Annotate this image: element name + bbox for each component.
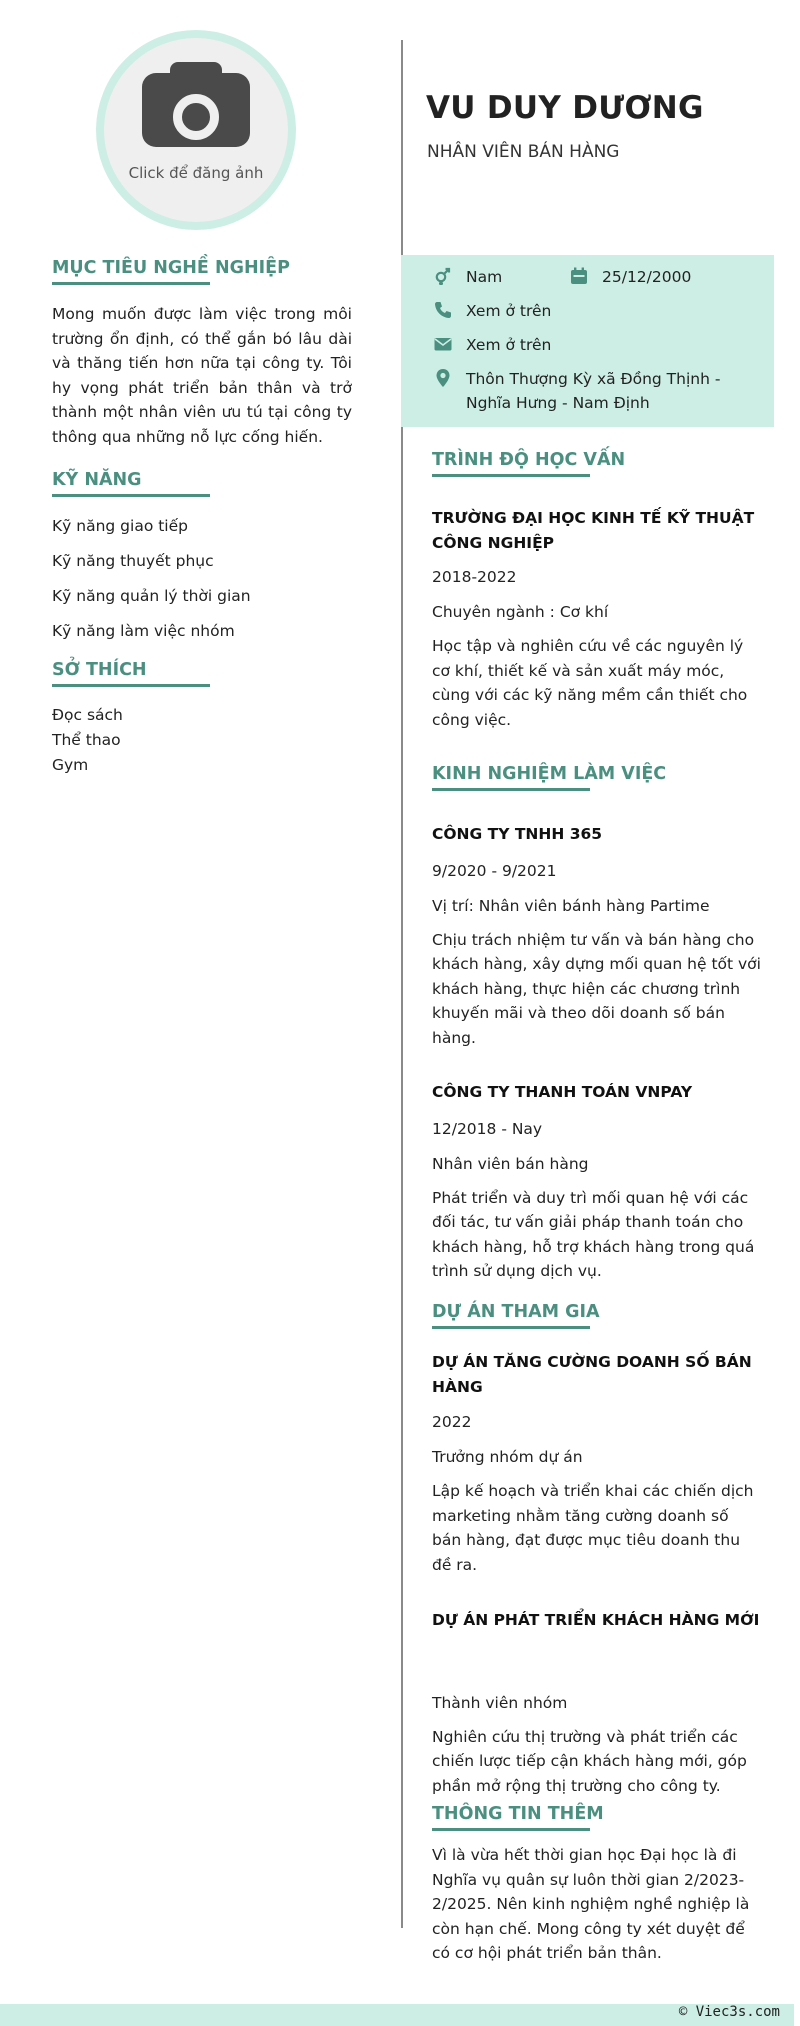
additional-text: Vì là vừa hết thời gian học Đại học là đi Nghĩa vụ quân sự luôn thời gian 2/2023-2/2025. Nên kinh nghiệm nghề nghiệp là còn hạn chế. Mong công ty xét duyệt để có cơ hội phát triển bản thân. bbox=[432, 1846, 750, 1962]
project-item bbox=[432, 1608, 762, 1798]
education-period: 2018-2022 bbox=[432, 568, 517, 586]
email-icon bbox=[432, 333, 454, 355]
project-name: DỰ ÁN TĂNG CƯỜNG DOANH SỐ BÁN HÀNG bbox=[432, 1353, 752, 1396]
gender-value: Nam bbox=[466, 268, 503, 286]
contact-phone bbox=[432, 299, 551, 323]
experience-company: CÔNG TY TNHH 365 bbox=[432, 825, 603, 843]
contact-address bbox=[432, 367, 720, 415]
education-desc: Học tập và nghiên cứu về các nguyên lý cơ khí, thiết kế và sản xuất máy móc, cùng với các kỹ năng mềm cần thiết cho công việc. bbox=[432, 637, 748, 729]
candidate-job-title: NHÂN VIÊN BÁN HÀNG bbox=[427, 142, 620, 162]
experience-desc: Chịu trách nhiệm tư vấn và bán hàng cho khách hàng, xây dựng mối quan hệ tốt với khách hàng, thực hiện các chương trình khuyến mãi và theo dõi doanh số bán hàng. bbox=[432, 930, 761, 1047]
project-name: DỰ ÁN PHÁT TRIỂN KHÁCH HÀNG MỚI bbox=[432, 1611, 760, 1629]
education-major: Chuyên ngành : Cơ khí bbox=[432, 603, 609, 621]
birthday-value: 25/12/2000 bbox=[602, 268, 692, 286]
additional-title: THÔNG TIN THÊM bbox=[432, 1804, 604, 1828]
hobbies-list bbox=[52, 703, 352, 778]
address-line-1: Thôn Thượng Kỳ xã Đồng Thịnh - bbox=[466, 370, 721, 388]
hobby-item: Gym bbox=[52, 756, 89, 774]
avatar-upload-label: Click để đăng ảnh bbox=[128, 164, 264, 182]
project-desc: Nghiên cứu thị trường và phát triển các chiến lược tiếp cận khách hàng mới, góp phần mở rộng thị trường cho công ty. bbox=[432, 1727, 747, 1795]
project-role: Thành viên nhóm bbox=[432, 1693, 568, 1712]
experience-company: CÔNG TY THANH TOÁN VNPAY bbox=[432, 1083, 693, 1101]
contact-email bbox=[432, 333, 551, 357]
skill-item: Kỹ năng quản lý thời gian bbox=[52, 587, 251, 605]
experience-position: Vị trí: Nhân viên bánh hàng Partime bbox=[432, 896, 710, 915]
gender-icon bbox=[432, 265, 454, 287]
project-period bbox=[432, 1644, 762, 1668]
project-desc: Lập kế hoạch và triển khai các chiến dịch marketing nhằm tăng cường doanh số bán hàng, đạt được mục tiêu doanh thu đề ra. bbox=[432, 1482, 754, 1574]
camera-lens-icon bbox=[173, 94, 219, 140]
address-value bbox=[466, 367, 720, 415]
experience-title: KINH NGHIỆM LÀM VIỆC bbox=[432, 764, 666, 788]
skills-title: KỸ NĂNG bbox=[52, 470, 142, 494]
hobby-item: Đọc sách bbox=[52, 706, 123, 724]
avatar-upload[interactable] bbox=[96, 30, 296, 230]
experience-position: Nhân viên bán hàng bbox=[432, 1154, 589, 1173]
phone-icon bbox=[432, 299, 454, 321]
education-block bbox=[432, 506, 762, 732]
projects-title: DỰ ÁN THAM GIA bbox=[432, 1302, 600, 1326]
contact-gender bbox=[432, 265, 502, 289]
objective-title: MỤC TIÊU NGHỀ NGHIỆP bbox=[52, 258, 290, 282]
email-value: Xem ở trên bbox=[466, 336, 552, 354]
experience-item bbox=[432, 822, 762, 1050]
education-school: TRƯỜNG ĐẠI HỌC KINH TẾ KỸ THUẬT CÔNG NGHIỆP bbox=[432, 509, 755, 552]
project-item bbox=[432, 1350, 762, 1577]
calendar-icon bbox=[568, 265, 590, 287]
contact-panel bbox=[401, 255, 774, 427]
footer-copyright: © Viec3s.com bbox=[678, 2004, 780, 2020]
experience-period: 12/2018 - Nay bbox=[432, 1119, 543, 1138]
skills-list bbox=[52, 514, 352, 654]
skill-item: Kỹ năng giao tiếp bbox=[52, 517, 188, 535]
contact-birthday bbox=[568, 265, 691, 289]
location-pin-icon bbox=[432, 367, 454, 389]
phone-value: Xem ở trên bbox=[466, 302, 552, 320]
skill-item: Kỹ năng thuyết phục bbox=[52, 552, 214, 570]
hobbies-title: SỞ THÍCH bbox=[52, 660, 147, 684]
candidate-name: VU DUY DƯƠNG bbox=[426, 90, 704, 126]
project-period: 2022 bbox=[432, 1413, 472, 1431]
education-title: TRÌNH ĐỘ HỌC VẤN bbox=[432, 450, 625, 474]
address-line-2: Nghĩa Hưng - Nam Định bbox=[466, 394, 650, 412]
project-role: Trưởng nhóm dự án bbox=[432, 1448, 583, 1466]
skill-item: Kỹ năng làm việc nhóm bbox=[52, 622, 235, 640]
objective-text: Mong muốn được làm việc trong môi trường ổn định, có thể gắn bó lâu dài và thăng tiến hơn nữa tại công ty. Tôi hy vọng phát triển bản thân và trở thành một nhân viên ưu tú tại công ty thông qua những nỗ lực cống hiến. bbox=[52, 305, 352, 446]
footer-bar bbox=[0, 2004, 794, 2026]
experience-period: 9/2020 - 9/2021 bbox=[432, 861, 557, 880]
experience-desc: Phát triển và duy trì mối quan hệ với các đối tác, tư vấn giải pháp thanh toán cho khách hàng, hỗ trợ khách hàng trong quá trình sử dụng dịch vụ. bbox=[432, 1188, 755, 1280]
hobby-item: Thể thao bbox=[52, 731, 121, 749]
experience-item bbox=[432, 1080, 762, 1284]
